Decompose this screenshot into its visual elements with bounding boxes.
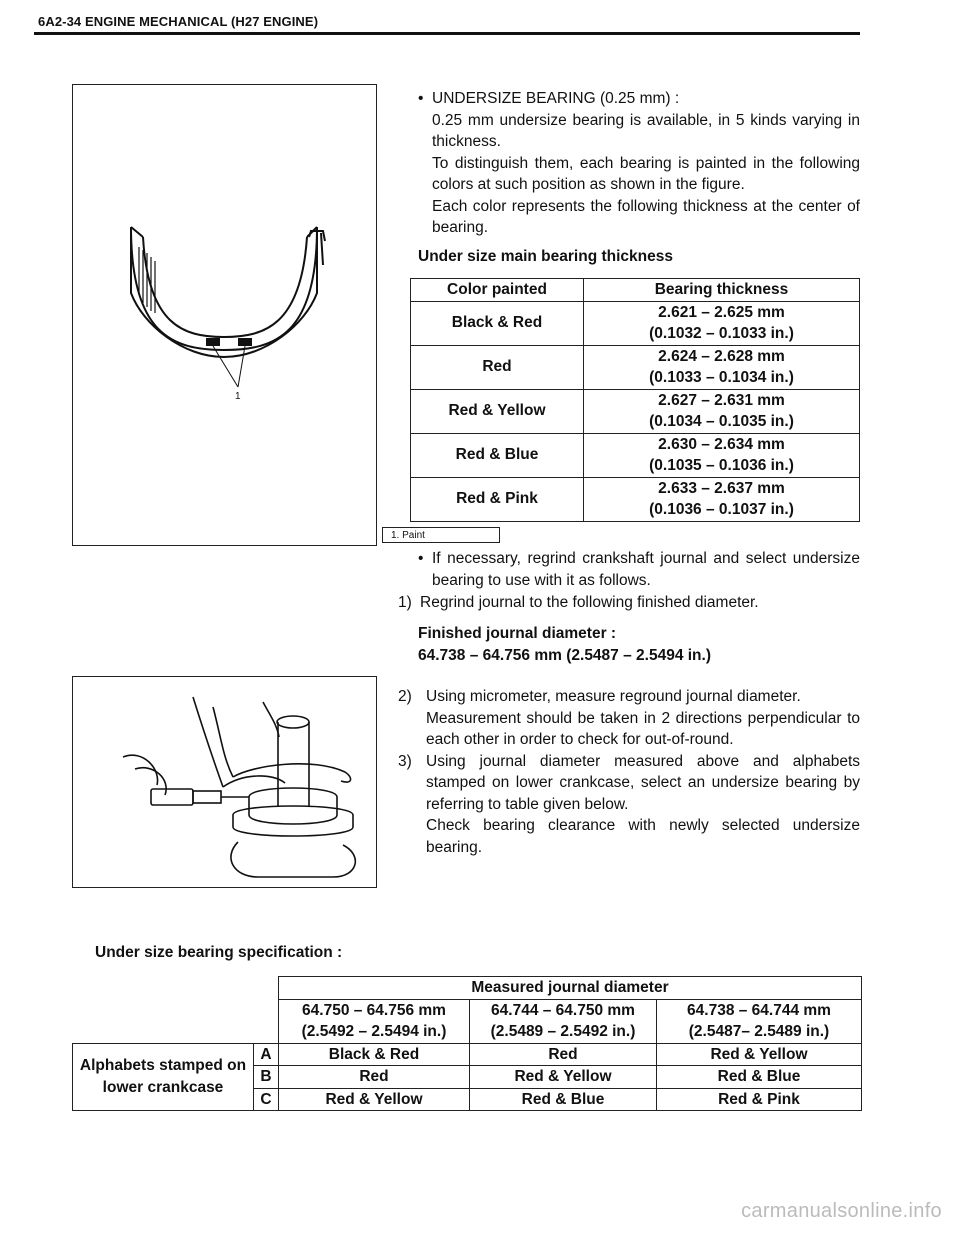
- color-cell: Red & Pink: [411, 477, 584, 521]
- thickness-cell: 2.630 – 2.634 mm (0.1035 – 0.1036 in.): [584, 433, 860, 477]
- alphabet-letter: A: [254, 1043, 279, 1066]
- alphabet-row-label: Alphabets stamped on lower crankcase: [73, 1043, 254, 1111]
- thickness-cell: 2.627 – 2.631 mm (0.1034 – 0.1035 in.): [584, 389, 860, 433]
- spec-table: [72, 976, 862, 1111]
- step-2-text-b: Measurement should be taken in 2 directions perpendicular to each other in order to check for out-of-round.: [426, 709, 860, 748]
- spec-cell: Red & Pink: [657, 1088, 862, 1111]
- step-3-text-a: Using journal diameter measured above and alphabets stamped on lower crankcase, select an undersize bearing by referring to table given below.: [426, 752, 860, 813]
- finished-diameter-label: Finished journal diameter :: [418, 625, 617, 642]
- diameter-column-1: 64.750 – 64.756 mm (2.5492 – 2.5494 in.): [279, 999, 470, 1043]
- diameter-column-2: 64.744 – 64.750 mm (2.5489 – 2.5492 in.): [470, 999, 657, 1043]
- header-rule: [34, 32, 860, 35]
- spec-cell: Red & Yellow: [279, 1088, 470, 1111]
- paint-mark-left: [206, 338, 220, 346]
- table-row: [411, 477, 860, 521]
- figure-caption: 1. Paint: [382, 527, 500, 543]
- col-header-color: Color painted: [411, 279, 584, 302]
- color-cell: Black & Red: [411, 301, 584, 345]
- thickness-table: [410, 278, 860, 522]
- paint-mark-right: [238, 338, 252, 346]
- spec-title: Under size bearing specification :: [95, 944, 343, 961]
- undersize-line-3: Each color represents the following thickness at the center of bearing.: [432, 197, 860, 236]
- table-row: [411, 345, 860, 389]
- step-1-number: 1): [398, 594, 412, 611]
- bearing-figure: [72, 84, 377, 546]
- color-cell: Red: [411, 345, 584, 389]
- spec-cell: Red & Blue: [657, 1066, 862, 1089]
- alphabet-letter: C: [254, 1088, 279, 1111]
- color-cell: Red & Yellow: [411, 389, 584, 433]
- spec-empty-corner: [73, 977, 279, 1044]
- step-3-number: 3): [398, 752, 412, 770]
- footer-watermark: carmanualsonline.info: [741, 1200, 942, 1222]
- thickness-cell: 2.624 – 2.628 mm (0.1033 – 0.1034 in.): [584, 345, 860, 389]
- bearing-illustration: [73, 85, 376, 545]
- diameter-column-3: 64.738 – 64.744 mm (2.5487– 2.5489 in.): [657, 999, 862, 1043]
- undersize-title: • UNDERSIZE BEARING (0.25 mm) :: [432, 88, 860, 110]
- col-header-thickness: Bearing thickness: [584, 279, 860, 302]
- thickness-cell: 2.633 – 2.637 mm (0.1036 – 0.1037 in.): [584, 477, 860, 521]
- finished-diameter-value: 64.738 – 64.756 mm (2.5487 – 2.5494 in.): [418, 646, 711, 664]
- spec-cell: Red: [470, 1043, 657, 1066]
- alphabet-letter: B: [254, 1066, 279, 1089]
- spec-cell: Red & Blue: [470, 1088, 657, 1111]
- micrometer-figure: [72, 676, 377, 888]
- undersize-line-2: To distinguish them, each bearing is painted in the following colors at such position as shown in the figure.: [432, 154, 860, 193]
- color-cell: Red & Blue: [411, 433, 584, 477]
- spec-cell: Red: [279, 1066, 470, 1089]
- spec-cell: Red & Yellow: [470, 1066, 657, 1089]
- callout-number: 1: [235, 391, 241, 402]
- thickness-cell: 2.621 – 2.625 mm (0.1032 – 0.1033 in.): [584, 301, 860, 345]
- table-row: [411, 389, 860, 433]
- table-row: [411, 433, 860, 477]
- micrometer-illustration: [73, 677, 376, 887]
- table-row: [73, 1043, 862, 1066]
- spec-cell: Red & Yellow: [657, 1043, 862, 1066]
- measured-header: Measured journal diameter: [279, 977, 862, 1000]
- step-3-text-b: Check bearing clearance with newly selected undersize bearing.: [426, 817, 860, 856]
- table-row: [411, 301, 860, 345]
- regrind-bullet: • If necessary, regrind crankshaft journal and select undersize bearing to use with it as follows.: [432, 548, 860, 591]
- step-2-number: 2): [398, 688, 412, 705]
- step-2-text-a: Using micrometer, measure reground journal diameter.: [426, 688, 801, 705]
- page-header: 6A2-34 ENGINE MECHANICAL (H27 ENGINE): [38, 14, 319, 29]
- undersize-line-1: 0.25 mm undersize bearing is available, in 5 kinds varying in thickness.: [432, 111, 860, 150]
- step-1-text: Regrind journal to the following finished diameter.: [420, 594, 759, 611]
- spec-cell: Black & Red: [279, 1043, 470, 1066]
- thickness-table-title: Under size main bearing thickness: [418, 248, 673, 265]
